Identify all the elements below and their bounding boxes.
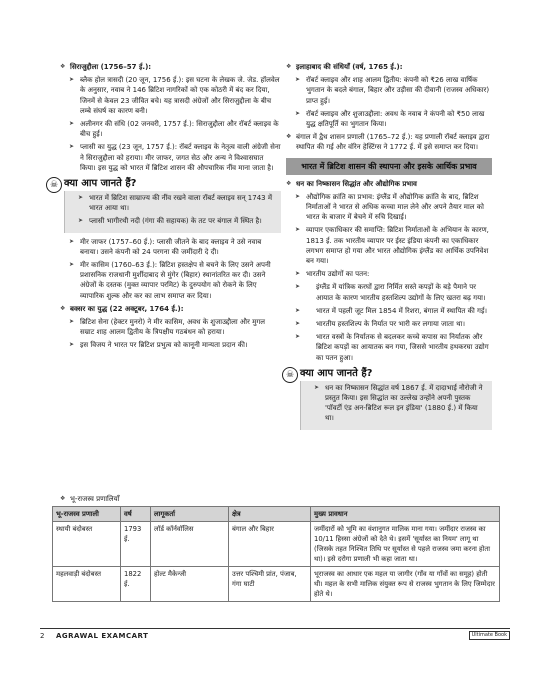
allahabad-title: इलाहाबाद की संधियाँ (वर्ष, 1765 ई.):	[296, 63, 403, 71]
left-column	[49, 62, 281, 354]
cell-year: 1793 ई.	[121, 522, 151, 567]
table-label-text: भू-राजस्व प्रणालियाँ	[70, 495, 120, 503]
bullet-dual-government: ❖ बंगाल में द्वैध शासन प्रणाली (1765–72 ई.): यह प्रणाली रॉबर्ट क्लाइव द्वारा स्थापित की गई और वॉरेन हेस्टिंग्स ने 1772 ई. में इसे समाप्त कर दिया।	[286, 132, 492, 152]
cell-implementer: होल्ट मैकेन्जी	[151, 567, 229, 602]
did-you-know-content-2	[300, 381, 492, 430]
table-label	[60, 495, 119, 504]
cell-provisions: भूराजस्व का आधार एक महल या जागीर (गाँव या गाँवों का समूह) होती थी। महल के सभी मालिक संयुक्त रूप से राजस्व भुगतान के लिए जिम्मेदार होते थे।	[311, 567, 500, 602]
header-region: क्षेत्र	[229, 507, 311, 522]
right-column	[286, 62, 492, 434]
table-header-row	[53, 507, 500, 522]
decline-point-3: ➤ भारतीय हस्तशिल्प के निर्यात पर भारी कर लगाया जाता था।	[286, 319, 492, 329]
page-footer	[40, 628, 510, 641]
decline-point-2: ➤ भारत में पहली जूट मिल 1854 में रिशरा, बंगाल में स्थापित की गई।	[286, 306, 492, 316]
siraj-title: सिराजुद्दौला (1756–57 ई.):	[70, 63, 152, 71]
header-year: वर्ष	[121, 507, 151, 522]
decline-point-1: ➤ इंग्लैंड में यांत्रिक करघों द्वारा निर्मित सस्ते कपड़ों के बड़े पैमाने पर आयात के कारण भारतीय हस्तशिल्प उद्योगों के लिए खतरा बढ़ गया।	[286, 282, 492, 302]
skull-icon: ☠	[46, 177, 62, 193]
cell-region: बंगाल और बिहार	[229, 522, 311, 567]
cell-system: स्थायी बंदोबस्त	[53, 522, 121, 567]
bullet-buxar	[60, 304, 281, 314]
page-number: 2	[40, 632, 45, 640]
cell-system: महलवाड़ी बंदोबस्त	[53, 567, 121, 602]
land-revenue-table	[52, 506, 500, 602]
skull-icon: ☠	[282, 367, 298, 383]
cell-region: उत्तर पश्चिमी प्रांत, पंजाब, गंगा घाटी	[229, 567, 311, 602]
did-you-know-heading-2: क्या आप जानते हैं?	[300, 367, 373, 379]
section-banner: भारत में ब्रिटिश शासन की स्थापना और इसके आर्थिक प्रभाव	[286, 158, 492, 175]
decline-point-4: ➤ भारत वस्त्रों के निर्यातक से बदलकर कच्चे कपास का निर्यातक और ब्रिटिश कपड़ों का आयातक बन गया, जिससे भारतीय हथकरघा उद्योग का पतन हुआ।	[286, 332, 492, 363]
sub-clive-shuja: ➤ रॉबर्ट क्लाइव और शुजाउद्दौला: अवध के नवाब ने कंपनी को ₹50 लाख युद्ध क्षतिपूर्ति का भुगतान किया।	[286, 109, 492, 129]
sub-mir-jafar: ➤ मीर जाफर (1757–60 ई.): प्लासी जीतने के बाद क्लाइव ने उसे नवाब बनाया। उसने कंपनी को 24 परगना की जमींदारी दे दी।	[60, 237, 281, 257]
cell-year: 1822 ई.	[121, 567, 151, 602]
header-system: भू-राजस्व प्रणाली	[53, 507, 121, 522]
header-provisions: मुख्य प्रावधान	[311, 507, 500, 522]
dyk2-item-drain: ➤ धन का निष्कासन सिद्धांत वर्ष 1867 ई. में दादाभाई नौरोजी ने प्रस्तुत किया। इस सिद्धांत का उल्लेख उन्होंने अपनी पुस्तक 'पॉवर्टी एंड अन-ब्रिटिश रूल इन इंडिया' (1880 ई.) में किया था।	[305, 383, 488, 424]
table-row	[53, 567, 500, 602]
sub-mir-qasim: ➤ मीर कासिम (1760–63 ई.): ब्रिटिश हस्तक्षेप से बचने के लिए उसने अपनी प्रशासनिक राजधानी मुर्शीदाबाद से मुंगेर (बिहार) स्थानांतरित कर दी। उसने अंग्रेजों के दस्तक (मुक्त व्यापार परमिट) के दुरुपयोग को रोकने के लिए व्यापारिक शुल्क और कर का लाभ समाप्त कर दिया।	[60, 260, 281, 301]
sub-industrial-revolution: ➤ औद्योगिक क्रांति का प्रभाव: इंग्लैंड में औद्योगिक क्रांति के बाद, ब्रिटिश निर्माताओं ने भारत से अधिक कच्चा माल लेने और अपने तैयार माल को भारत के बाजार में बेचने में रुचि दिखाई।	[286, 192, 492, 223]
table-row	[53, 522, 500, 567]
bullet-drain-theory	[286, 179, 492, 189]
did-you-know-content-1	[64, 191, 281, 233]
sub-plassey: ➤ प्लासी का युद्ध (23 जून, 1757 ई.): रॉबर्ट क्लाइव के नेतृत्व वाली अंग्रेजी सेना ने सिराजुद्दौला को हराया। मीर जाफर, जगत सेठ और अन्य ने विश्वासघात किया। इस युद्ध को भारत में ब्रिटिश शासन की औपचारिक नींव माना जाता है।	[60, 142, 281, 173]
dyk1-item-plassey: ➤ प्लासी भागीरथी नदी (गंगा की सहायक) के तट पर बंगाल में स्थित है।	[69, 216, 277, 226]
did-you-know-heading-1: क्या आप जानते हैं?	[64, 178, 137, 190]
bullet-sirajuddaula	[60, 62, 281, 72]
sub-industry-decline: ➤ भारतीय उद्योगों का पतन:	[286, 269, 492, 279]
sub-buxar-victory: ➤ इस विजय ने भारत पर ब्रिटिश प्रभुत्व को कानूनी मान्यता प्रदान की।	[60, 340, 281, 350]
sub-black-hole: ➤ ब्लैक होल त्रासदी (20 जून, 1756 ई.): इस घटना के लेखक जे. जेड. हॉलवेल के अनुसार, नवाब ने 146 ब्रिटिश नागरिकों को एक कोठरी में बंद कर दिया, जिनमें से केवल 23 जीवित बचे। यह त्रासदी अंग्रेजों और सिराजुद्दौला के बीच लम्बे संघर्ष का कारण बनी।	[60, 75, 281, 116]
header-implementer: लागूकर्ता	[151, 507, 229, 522]
did-you-know-box-1	[46, 177, 281, 233]
brand-logo: AGRAWAL EXAMCART	[56, 632, 149, 640]
drain-title: धन का निष्कासन सिद्धांत और औद्योगिक प्रभाव	[296, 179, 417, 188]
cell-provisions: जमींदारों को भूमि का वंशानुगत मालिक माना गया। जमींदार राजस्व का 10/11 हिस्सा अंग्रेजों को देते थे। इसमें 'सूर्यास्त का नियम' लागू था (जिसके तहत निश्चित तिथि पर सूर्यास्त से पहले राजस्व जमा करना होता था)। इसे दरोगा प्रणाली भी कहा जाता था।	[311, 522, 500, 567]
buxar-title: बक्सर का युद्ध (22 अक्टूबर, 1764 ई.):	[70, 304, 184, 313]
did-you-know-box-2	[282, 367, 492, 430]
sub-buxar-army: ➤ ब्रिटिश सेना (हेक्टर मुनरो) ने मीर कासिम, अवध के शुजाउद्दौला और मुगल सम्राट शाह आलम द्वितीय के त्रिपक्षीय गठबंधन को हराया।	[60, 317, 281, 337]
sub-alinagar: ➤ अलीनगर की संधि (02 जनवरी, 1757 ई.): सिराजुद्दौला और रॉबर्ट क्लाइव के बीच हुई।	[60, 119, 281, 139]
dyk1-item-clive: ➤ भारत में ब्रिटिश साम्राज्य की नींव रखने वाला रॉबर्ट क्लाइव सन् 1743 में भारत आया था।	[69, 193, 277, 213]
footer-tag: Ultimate Book	[469, 631, 510, 640]
bullet-allahabad	[286, 62, 492, 72]
sub-clive-shah-alam: ➤ रॉबर्ट क्लाइव और शाह आलम द्वितीय: कंपनी को ₹26 लाख वार्षिक भुगतान के बदले बंगाल, बिहार और उड़ीसा की दीवानी (राजस्व अधिकार) प्राप्त हुई।	[286, 75, 492, 106]
cell-implementer: लॉर्ड कॉर्नवॉलिस	[151, 522, 229, 567]
sub-monopoly-end: ➤ व्यापार एकाधिकार की समाप्ति: ब्रिटिश निर्माताओं के अभियान के कारण, 1813 ई. तक भारतीय व्यापार पर ईस्ट इंडिया कंपनी का एकाधिकार लगभग समाप्त हो गया और भारत औद्योगिक इंग्लैंड का आर्थिक उपनिवेश बन गया।	[286, 225, 492, 266]
